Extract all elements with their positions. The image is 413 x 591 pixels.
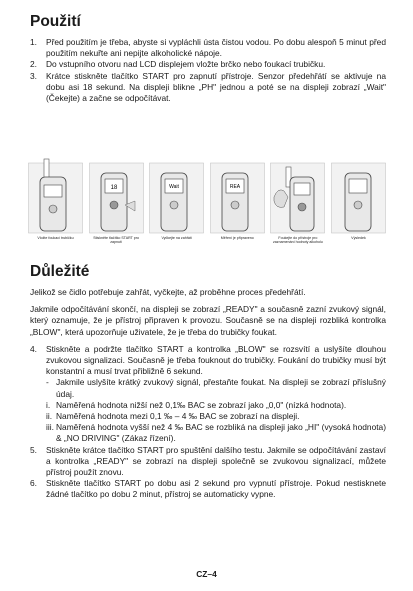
sub-text: Jakmile uslyšíte krátký zvukový signál, přestaňte foukat. Na displeji se zobrazí příslušný údaj. (56, 377, 386, 399)
paragraph: Jakmile odpočítávání skončí, na displeji se zobrazí „READY" a současně zazní zvukový signál, který oznamuje, že je přístroj připraven k provozu. Současně se na displeji rozbliká kontrolka „BLOW", která upozorňuje uživatele, že je třeba do trubičky foukat. (30, 304, 386, 337)
illustration-strip (28, 157, 386, 243)
lcd-readout: 18 (110, 185, 117, 191)
usage-list (30, 37, 386, 104)
breathalyzer-illustration (210, 157, 265, 235)
sub-item (46, 411, 386, 422)
important-section (30, 262, 386, 501)
figure-ready (210, 157, 265, 243)
figure-caption: Měření je připraveno (220, 236, 254, 240)
breathalyzer-illustration (270, 157, 325, 235)
breathalyzer-illustration (331, 157, 386, 235)
item-number: 1. (30, 37, 37, 47)
sub-text: Naměřená hodnota mezi 0,1 ‰ – 4 ‰ BAC se zobrazí na displeji. (56, 411, 300, 422)
item-number: 2. (30, 59, 37, 70)
item-number: 6. (30, 478, 37, 489)
item-number: 5. (30, 444, 37, 455)
breathalyzer-illustration (149, 157, 204, 235)
figure-blow (270, 157, 325, 243)
important-heading: Důležité (30, 263, 90, 280)
usage-heading: Použití (30, 13, 81, 30)
breathalyzer-illustration (28, 157, 83, 235)
list-item (30, 478, 386, 500)
sub-item (46, 422, 386, 444)
page-number: CZ–4 (196, 569, 217, 579)
figure-press-start (89, 157, 144, 243)
figure-result (331, 157, 386, 243)
sub-list (46, 377, 386, 444)
figure-insert-tube (28, 157, 83, 243)
item-text: Stiskněte krátce tlačítko START pro spuštění dalšího testu. Jakmile se odpočítávání zastaví a kontrolka „READY" se zobrazí na displeji společně se zvukovou signalizací, můžete přístroj použít znovu. (46, 444, 386, 478)
figure-caption: Vyčkejte na zahřátí (161, 236, 192, 240)
figure-caption: Výsledek (351, 236, 366, 240)
list-item (30, 445, 386, 479)
item-text: Stiskněte a podržte tlačítko START a kontrolka „BLOW" se rozsvítí a uslyšíte dlouhou zvukovou signalizaci. Současně je třeba fouknout do trubičky. Foukání do trubičky musí být konstantní a musí trvat přibližně 6 sekund. (46, 343, 386, 377)
sub-item (46, 377, 386, 399)
item-text: Krátce stiskněte tlačítko START pro zapnutí přístroje. Senzor předehřátí se aktivuje na dobu asi 18 sekund. Na displeji blikne „PH" jednou a poté se na displeji zobrazí „Wait" (Čekejte) a začne se odpočítávat. (46, 70, 386, 104)
paragraph: Jelikož se čidlo potřebuje zahřát, vyčkejte, až proběhne proces předehřátí. (30, 287, 306, 297)
breathalyzer-illustration (89, 157, 144, 235)
sub-marker: - (46, 377, 49, 388)
sub-item (46, 400, 386, 411)
sub-text: Naměřená hodnota vyšší než 4 ‰ BAC se rozbliká na displeji jako „HI" (vysoká hodnota) & „NO DRIVING" (Zákaz řízení). (56, 422, 386, 444)
sub-marker: i. (46, 399, 51, 410)
list-item (30, 71, 386, 105)
figure-caption: Foukejte do přístroje pro zaznamenání hodnoty alkoholu (273, 236, 323, 244)
list-item (30, 344, 386, 378)
lcd-readout: Wait (169, 184, 180, 190)
sub-marker: ii. (46, 411, 53, 422)
figure-warm-up (149, 157, 204, 243)
item-text: Stiskněte tlačítko START po dobu asi 2 sekund pro vypnutí přístroje. Pokud nestisknete žádné tlačítko po dobu 2 minut, přístroj se automaticky vypne. (46, 478, 386, 500)
sub-marker: iii. (46, 422, 54, 433)
list-item (30, 37, 386, 59)
figure-caption: Vložte foukací trubičku (37, 236, 74, 240)
item-text: Do vstupního otvoru nad LCD displejem vložte brčko nebo foukací trubičku. (46, 59, 326, 70)
item-number: 3. (30, 70, 37, 81)
figure-caption: Stiskněte tlačítko START pro zapnutí (93, 236, 139, 244)
lcd-readout: REA (229, 184, 240, 190)
list-item (30, 59, 386, 70)
item-text: Před použitím je třeba, abyste si vypláchli ústa čistou vodou. Po dobu alespoň 5 minut před použitím nekuřte ani nepijte alkoholické nápoje. (46, 37, 386, 59)
sub-text: Naměřená hodnota nižší než 0,1‰ BAC se zobrazí jako „0,0" (nízká hodnota). (56, 399, 347, 410)
usage-section (30, 12, 386, 104)
item-number: 4. (30, 343, 37, 354)
